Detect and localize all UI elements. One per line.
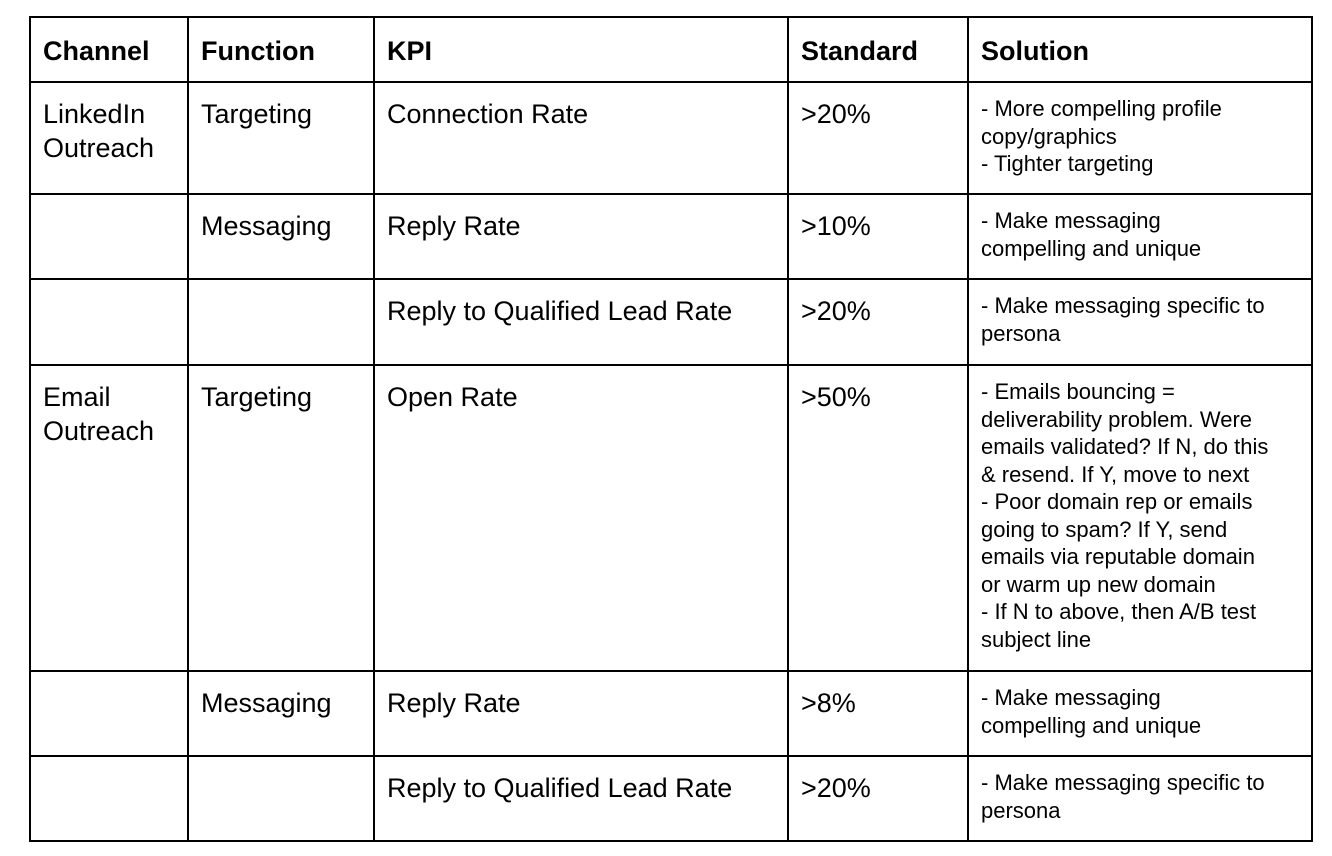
cell-kpi	[374, 365, 788, 671]
solution-text: - Make messaging specific to persona	[981, 770, 1265, 823]
cell-standard	[788, 756, 968, 841]
cell-channel	[30, 365, 188, 671]
function-text: Targeting	[201, 99, 313, 129]
cell-solution	[968, 82, 1312, 194]
standard-text: >10%	[801, 211, 871, 241]
standard-text: >50%	[801, 382, 871, 412]
cell-kpi	[374, 671, 788, 756]
function-text: Messaging	[201, 688, 332, 718]
cell-solution	[968, 279, 1312, 365]
header-kpi: KPI	[374, 17, 788, 82]
standard-text: >20%	[801, 773, 871, 803]
cell-channel	[30, 279, 188, 365]
cell-solution	[968, 756, 1312, 841]
cell-function	[188, 671, 374, 756]
table-row	[30, 365, 1312, 671]
cell-solution	[968, 194, 1312, 279]
cell-function	[188, 194, 374, 279]
table-row	[30, 756, 1312, 841]
solution-text: - Make messaging specific to persona	[981, 293, 1265, 346]
header-channel: Channel	[30, 17, 188, 82]
standard-text: >20%	[801, 296, 871, 326]
cell-standard	[788, 365, 968, 671]
table-row	[30, 82, 1312, 194]
table-row	[30, 279, 1312, 365]
cell-solution	[968, 365, 1312, 671]
channel-text: LinkedIn Outreach	[43, 99, 155, 163]
cell-standard	[788, 671, 968, 756]
cell-kpi	[374, 194, 788, 279]
cell-function	[188, 82, 374, 194]
cell-kpi	[374, 82, 788, 194]
kpi-table	[29, 16, 1313, 842]
table-row	[30, 194, 1312, 279]
header-solution: Solution	[968, 17, 1312, 82]
cell-channel	[30, 82, 188, 194]
standard-text: >8%	[801, 688, 856, 718]
cell-function	[188, 279, 374, 365]
kpi-text: Reply to Qualified Lead Rate	[387, 773, 733, 803]
cell-function	[188, 365, 374, 671]
kpi-text: Reply Rate	[387, 688, 521, 718]
cell-standard	[788, 194, 968, 279]
header-function: Function	[188, 17, 374, 82]
cell-kpi	[374, 279, 788, 365]
solution-text: - More compelling profile copy/graphics - Tighter targeting	[981, 96, 1222, 176]
kpi-text: Reply Rate	[387, 211, 521, 241]
cell-function	[188, 756, 374, 841]
function-text: Targeting	[201, 382, 313, 412]
solution-text: - Emails bouncing = deliverability problem. Were emails validated? If N, do this & resend. If Y, move to next - Poor domain rep or emails going to spam? If Y, send emails via reputable domain or warm up new domain - If N to above, then A/B test subject line	[981, 379, 1269, 652]
solution-text: - Make messaging compelling and unique	[981, 685, 1202, 738]
channel-text: Email Outreach	[43, 382, 155, 446]
cell-solution	[968, 671, 1312, 756]
header-standard: Standard	[788, 17, 968, 82]
cell-channel	[30, 194, 188, 279]
cell-standard	[788, 279, 968, 365]
function-text: Messaging	[201, 211, 332, 241]
cell-kpi	[374, 756, 788, 841]
kpi-text: Reply to Qualified Lead Rate	[387, 296, 733, 326]
standard-text: >20%	[801, 99, 871, 129]
kpi-text: Open Rate	[387, 382, 518, 412]
table-row	[30, 671, 1312, 756]
cell-channel	[30, 671, 188, 756]
cell-standard	[788, 82, 968, 194]
kpi-text: Connection Rate	[387, 99, 589, 129]
table-header-row	[30, 17, 1312, 82]
cell-channel	[30, 756, 188, 841]
solution-text: - Make messaging compelling and unique	[981, 208, 1202, 261]
